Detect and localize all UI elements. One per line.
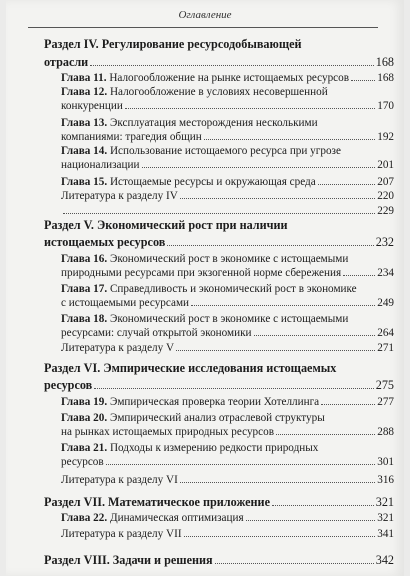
entry-title: Истощаемые ресурсы и окружающая среда	[109, 176, 316, 188]
entry-title: Раздел IV. Регулирование ресурсодобывающей	[44, 37, 302, 51]
table-of-contents	[6, 0, 404, 576]
chapter-number: Глава 17.	[61, 283, 108, 295]
chapter-number: Глава 22.	[61, 512, 108, 524]
entry-title: компаниями: трагедия общин	[61, 131, 202, 143]
dot-leader	[142, 167, 376, 168]
page-number: 207	[377, 176, 394, 188]
entry-title: национализации	[61, 159, 140, 171]
entry-title: Динамическая оптимизация	[109, 512, 244, 524]
entry-title: ресурсами: случай открытой экономики	[61, 327, 252, 339]
page-number: 229	[377, 205, 394, 217]
page-number: 168	[375, 55, 394, 69]
chapter-number: Глава 12.	[61, 86, 108, 98]
page-number: 342	[375, 553, 394, 567]
page-number: 170	[377, 100, 394, 112]
dot-leader	[351, 80, 375, 81]
page-number: 341	[377, 528, 394, 540]
dot-leader	[167, 245, 373, 246]
chapter-number: Глава 15.	[61, 176, 108, 188]
entry-title: Литература к разделу VI	[61, 474, 178, 486]
page-number: 321	[375, 495, 394, 509]
page-number: 201	[377, 159, 394, 171]
entry-title: Раздел V. Экономический рост при наличии	[44, 218, 288, 232]
entry-title: Раздел VIII. Задачи и решения	[44, 553, 213, 567]
page-number: 301	[377, 456, 394, 468]
dot-leader	[254, 335, 376, 336]
chapter-number: Глава 20.	[61, 412, 108, 424]
chapter-number: Глава 13.	[61, 117, 108, 129]
page-number: 249	[377, 297, 394, 309]
entry-title: Литература к разделу IV	[61, 190, 178, 202]
book-page	[6, 0, 404, 576]
entry-title: Литература к разделу VII	[61, 528, 182, 540]
page-number: 288	[377, 426, 394, 438]
page-number: 321	[377, 512, 394, 524]
dot-leader	[318, 184, 376, 185]
entry-title: Подходы к измерению редкости природных	[109, 442, 319, 454]
dot-leader	[125, 108, 375, 109]
dot-leader	[94, 388, 373, 389]
entry-title: Справедливость и экономический рост в экономике	[109, 283, 357, 295]
page-number: 277	[377, 396, 394, 408]
dot-leader	[276, 434, 375, 435]
page-number: 192	[377, 131, 394, 143]
chapter-number: Глава 19.	[61, 396, 108, 408]
dot-leader	[184, 536, 376, 537]
page-number: 271	[377, 342, 394, 354]
entry-title: ресурсов	[44, 378, 93, 392]
chapter-number: Глава 21.	[61, 442, 108, 454]
entry-title: отрасли	[44, 55, 89, 69]
dot-leader	[106, 464, 376, 465]
entry-title: Эмпирический анализ отраслевой структуры	[109, 412, 325, 424]
chapter-number: Глава 14.	[61, 145, 108, 157]
dot-leader	[343, 275, 375, 276]
entry-title: Раздел VII. Математическое приложение	[44, 495, 270, 509]
dot-leader	[90, 65, 374, 66]
entry-title: ресурсов	[61, 456, 104, 468]
entry-title: Раздел VI. Эмпирические исследования истощаемых	[44, 361, 337, 375]
dot-leader	[246, 520, 376, 521]
entry-title: на рынках истощаемых природных ресурсов	[61, 426, 274, 438]
entry-title: природными ресурсами при экзогенной норме сбережения	[61, 267, 342, 279]
dot-leader	[63, 213, 375, 214]
page-number: 220	[377, 190, 394, 202]
chapter-number: Глава 16.	[61, 253, 108, 265]
entry-title: истощаемых ресурсов	[44, 235, 166, 249]
entry-title: с истощаемыми ресурсами	[61, 297, 190, 309]
dot-leader	[215, 563, 374, 564]
entry-title: Эмпирическая проверка теории Хотеллинга	[109, 396, 320, 408]
chapter-number: Глава 18.	[61, 313, 108, 325]
entry-title: Использование истощаемого ресурса при угрозе	[109, 145, 341, 157]
dot-leader	[272, 505, 374, 506]
running-header: Оглавление	[178, 9, 232, 21]
page-number: 232	[375, 235, 394, 249]
entry-title: Экономический рост в экономике с истощаемыми	[109, 253, 349, 265]
chapter-number: Глава 11.	[61, 72, 107, 84]
page-number: 168	[377, 72, 394, 84]
entry-title: Налогообложение на рынке истощаемых ресурсов	[109, 72, 350, 84]
dot-leader	[180, 482, 375, 483]
entry-title: Эксплуатация месторождения несколькими	[109, 117, 318, 129]
entry-title: Экономический рост в экономике с истощаемыми	[109, 313, 349, 325]
page-number: 234	[377, 267, 394, 279]
page-number: 316	[377, 474, 394, 486]
dot-leader	[321, 404, 375, 405]
page-number: 275	[375, 378, 394, 392]
dot-leader	[204, 139, 376, 140]
dot-leader	[180, 198, 375, 199]
page-number: 264	[377, 327, 394, 339]
dot-leader	[191, 305, 375, 306]
entry-title: Налогообложение в условиях несовершенной	[109, 86, 328, 98]
entry-title: конкуренции	[61, 100, 123, 112]
entry-title: Литература к разделу V	[61, 342, 175, 354]
dot-leader	[176, 350, 375, 351]
